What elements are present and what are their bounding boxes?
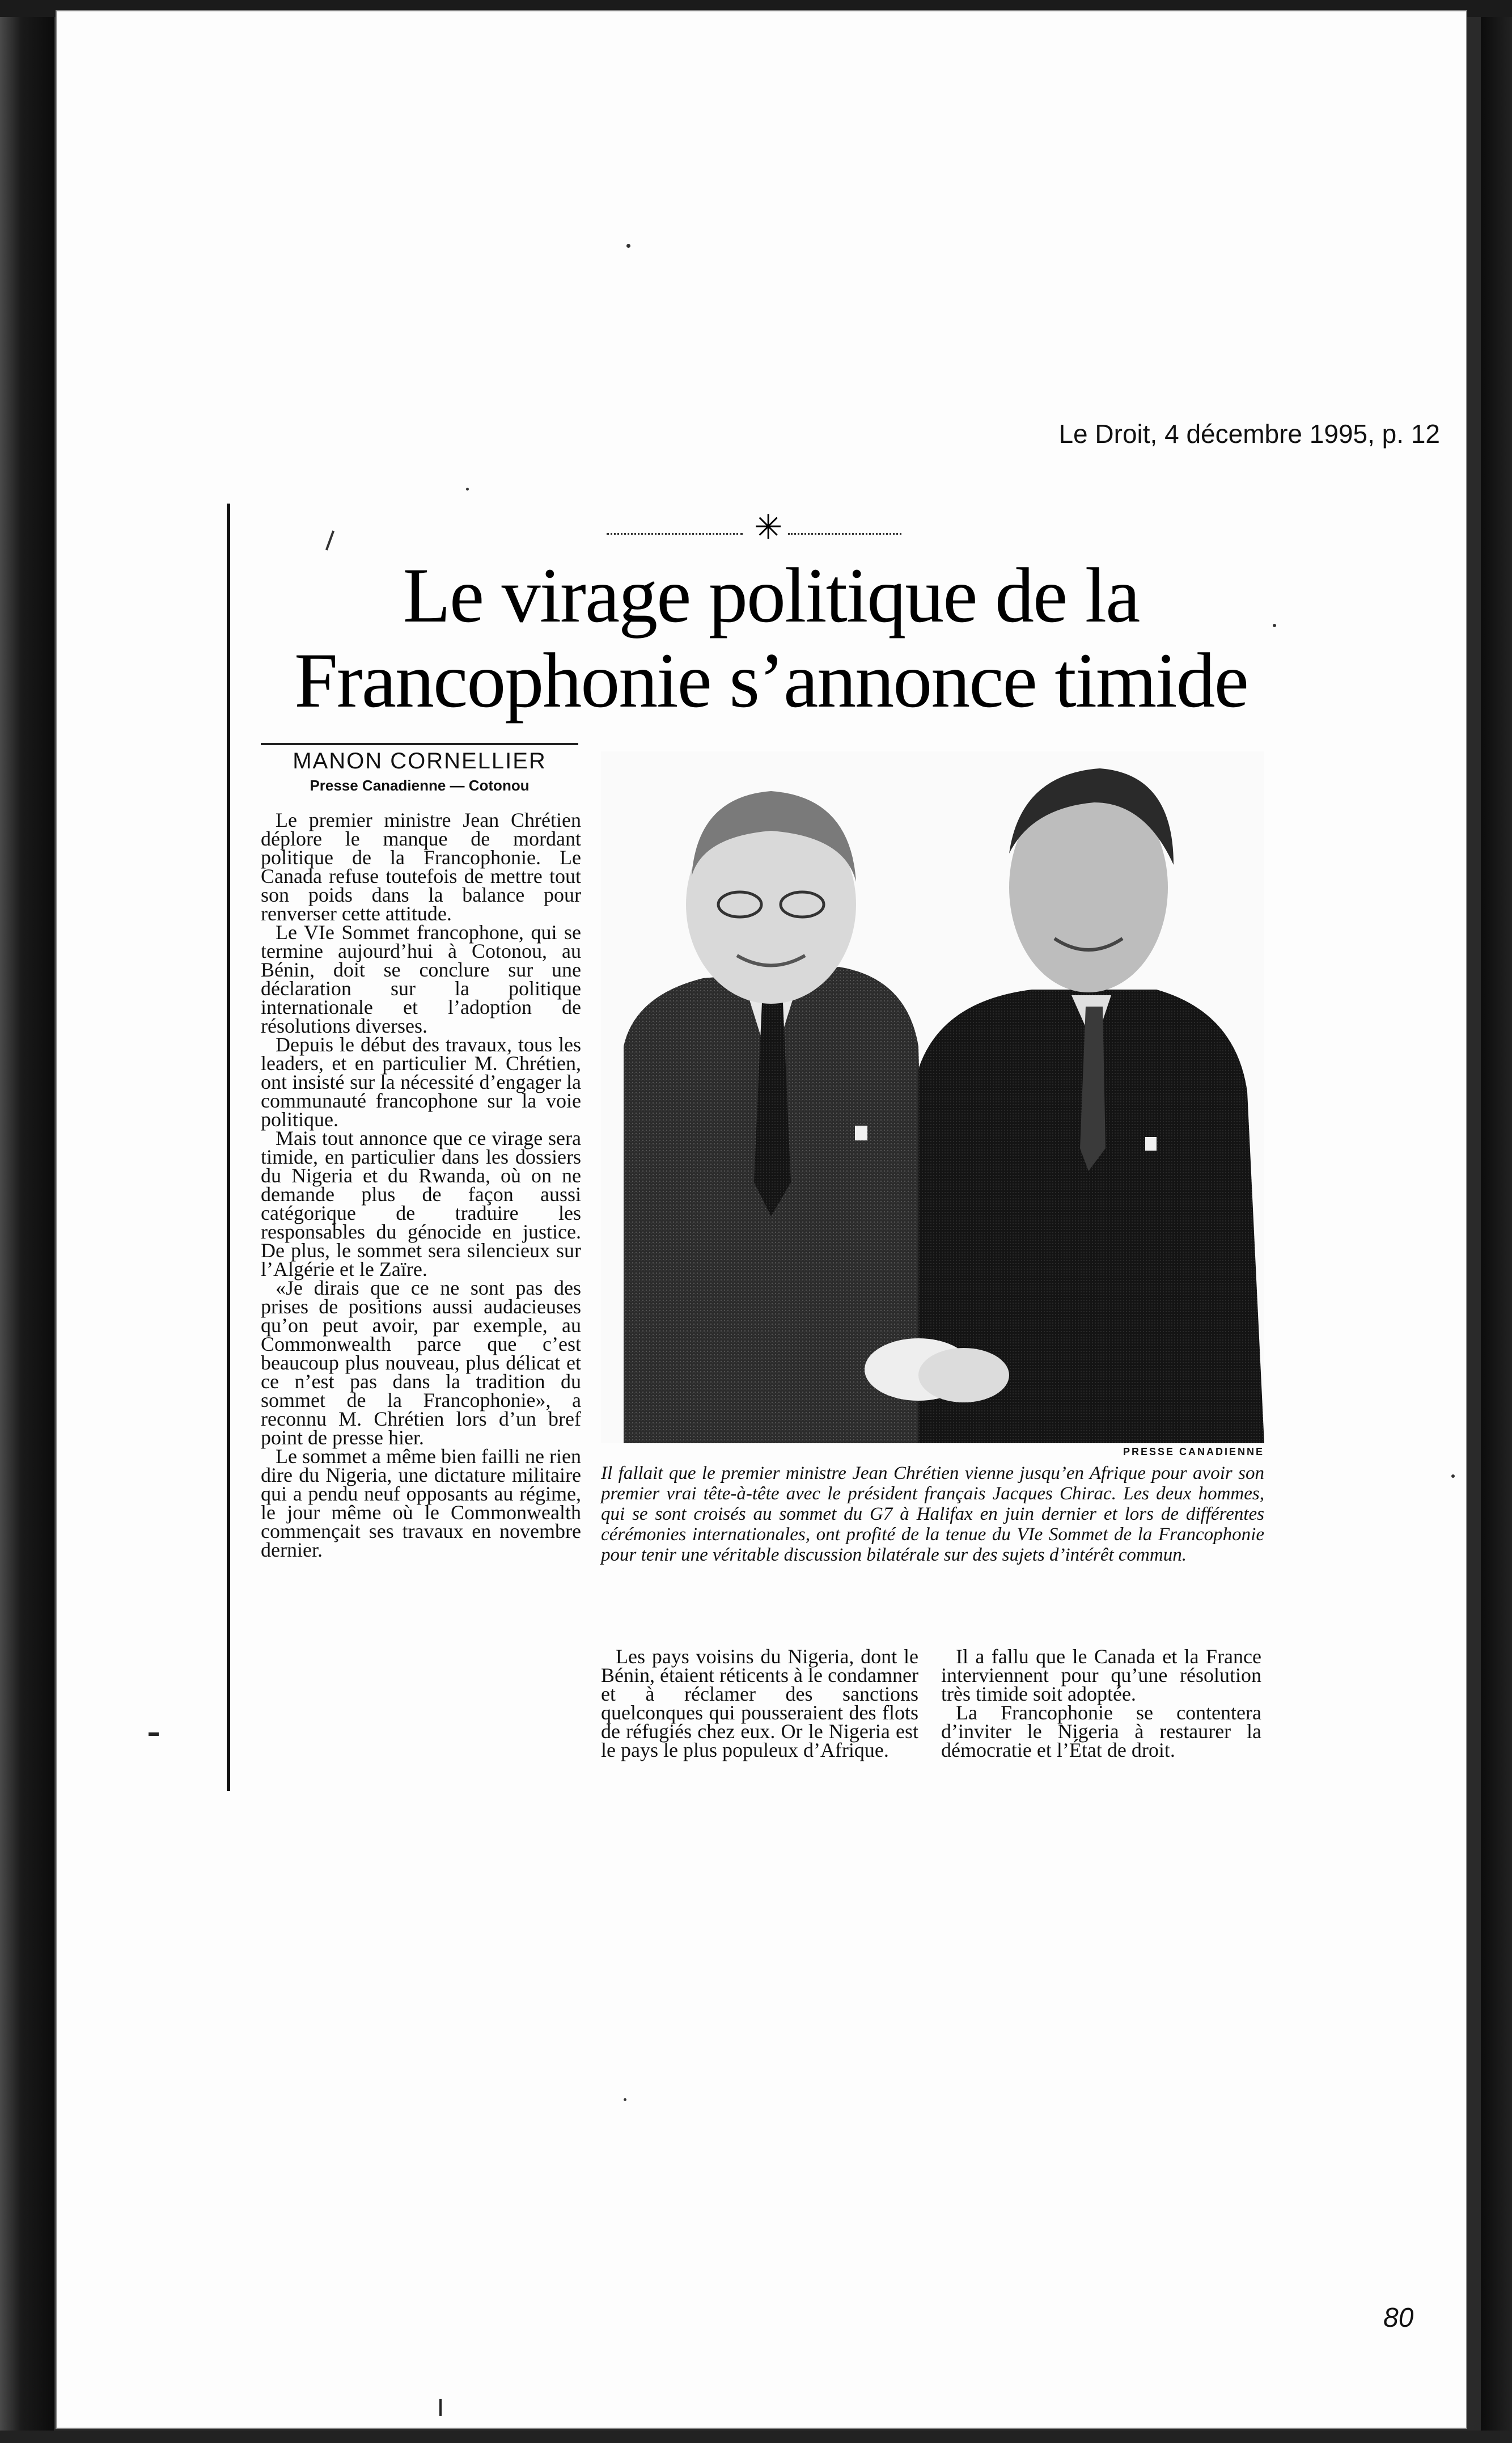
paragraph: Le sommet a même bien failli ne rien dire du Nigeria, une dictature militaire qui a pendu neuf opposants au régime, le jour même où le Commonwealth commençait ses travaux en novembre dernier. [261, 1445, 581, 1561]
article-column-3 [941, 1647, 1261, 1760]
byline-rule [261, 743, 578, 745]
scan-border-left [0, 0, 54, 2443]
paragraph: Il a fallu que le Canada et la France interviennent pour qu’une résolution très timide soit adoptée. [941, 1645, 1261, 1705]
asterism-icon: ✳ [754, 508, 783, 547]
article-column-2 [601, 1647, 918, 1760]
headline-ornament [607, 508, 947, 547]
source-citation: Le Droit, 4 décembre 1995, p. 12 [1058, 419, 1440, 449]
scan-border-bottom [0, 2431, 1512, 2443]
page-number: 80 [1383, 2303, 1414, 2333]
article-column-1 [261, 811, 581, 1559]
photo-caption: Il fallait que le premier ministre Jean Chrétien vienne jusqu’en Afrique pour avoir son premier vrai tête-à-tête avec le président français Jacques Chirac. Les deux hommes, qui se sont croisés au sommet du G7 à Halifax en juin dernier et lors de différentes cérémonies internationales, ont profité de la tenue du VIe Sommet de la Francophonie pour tenir une véritable discussion bilatérale sur des sujets d’intérêt commun. [601, 1463, 1264, 1565]
scan-speck [1451, 1474, 1455, 1478]
photo-credit: PRESSE CANADIENNE [1123, 1446, 1264, 1457]
news-photo [601, 751, 1264, 1443]
paragraph: La Francophonie se contentera d’inviter le Nigeria à restaurer la démocratie et l’État de droit. [941, 1701, 1261, 1761]
scan-speck [1273, 624, 1276, 627]
scan-mark [439, 2399, 442, 2416]
headline-line-1: Le virage politique de la [403, 552, 1140, 639]
scan-speck [624, 2098, 626, 2101]
scan-speck [626, 244, 630, 248]
ornament-dots-left [607, 533, 743, 535]
scan-border-right [1481, 0, 1512, 2443]
headline-line-2: Francophonie s’annonce timide [294, 637, 1248, 724]
paragraph: Depuis le début des travaux, tous les leaders, et en particulier M. Chrétien, ont insisté sur la nécessité d’engager la communauté francophone sur la voie politique. [261, 1033, 581, 1131]
ornament-dots-right [788, 533, 901, 535]
byline-author: MANON CORNELLIER [293, 749, 547, 774]
paragraph: Mais tout annonce que ce virage sera timide, en particulier dans les dossiers du Nigeria et du Rwanda, où on ne demande plus de façon aussi catégorique de traduire les responsables du génocide en justice. De plus, le sommet sera silencieux sur l’Algérie et le Zaïre. [261, 1127, 581, 1280]
paragraph: Le premier ministre Jean Chrétien déplore le manque de mordant politique de la Francophonie. Le Canada refuse toutefois de mettre tout son poids dans la balance pour renverser cette attitude. [261, 809, 581, 925]
photo-illustration [601, 751, 1264, 1443]
paragraph: Le VIe Sommet francophone, qui se termine aujourd’hui à Cotonou, au Bénin, doit se conclure sur une déclaration sur la politique internationale et l’adoption de résolutions diverses. [261, 921, 581, 1037]
paragraph: «Je dirais que ce ne sont pas des prises de positions aussi audacieuses qu’on peut avoir, par exemple, au Commonwealth parce que c’est beaucoup plus nouveau, plus délicat et ce n’est pas dans la tradition du sommet de la Francophonie», a reconnu M. Chrétien lors d’un bref point de presse hier. [261, 1277, 581, 1449]
scan-mark [149, 1732, 159, 1736]
left-column-rule [227, 504, 230, 1791]
headline [238, 553, 1304, 723]
scan-speck [466, 488, 469, 491]
byline-agency: Presse Canadienne — Cotonou [310, 777, 530, 794]
paragraph: Les pays voisins du Nigeria, dont le Bénin, étaient réticents à le condamner et à réclamer des sanctions quelconques qui pousseraient des flots de réfugiés chez eux. Or le Nigeria est le pays le plus populeux d’Afrique. [601, 1645, 918, 1761]
